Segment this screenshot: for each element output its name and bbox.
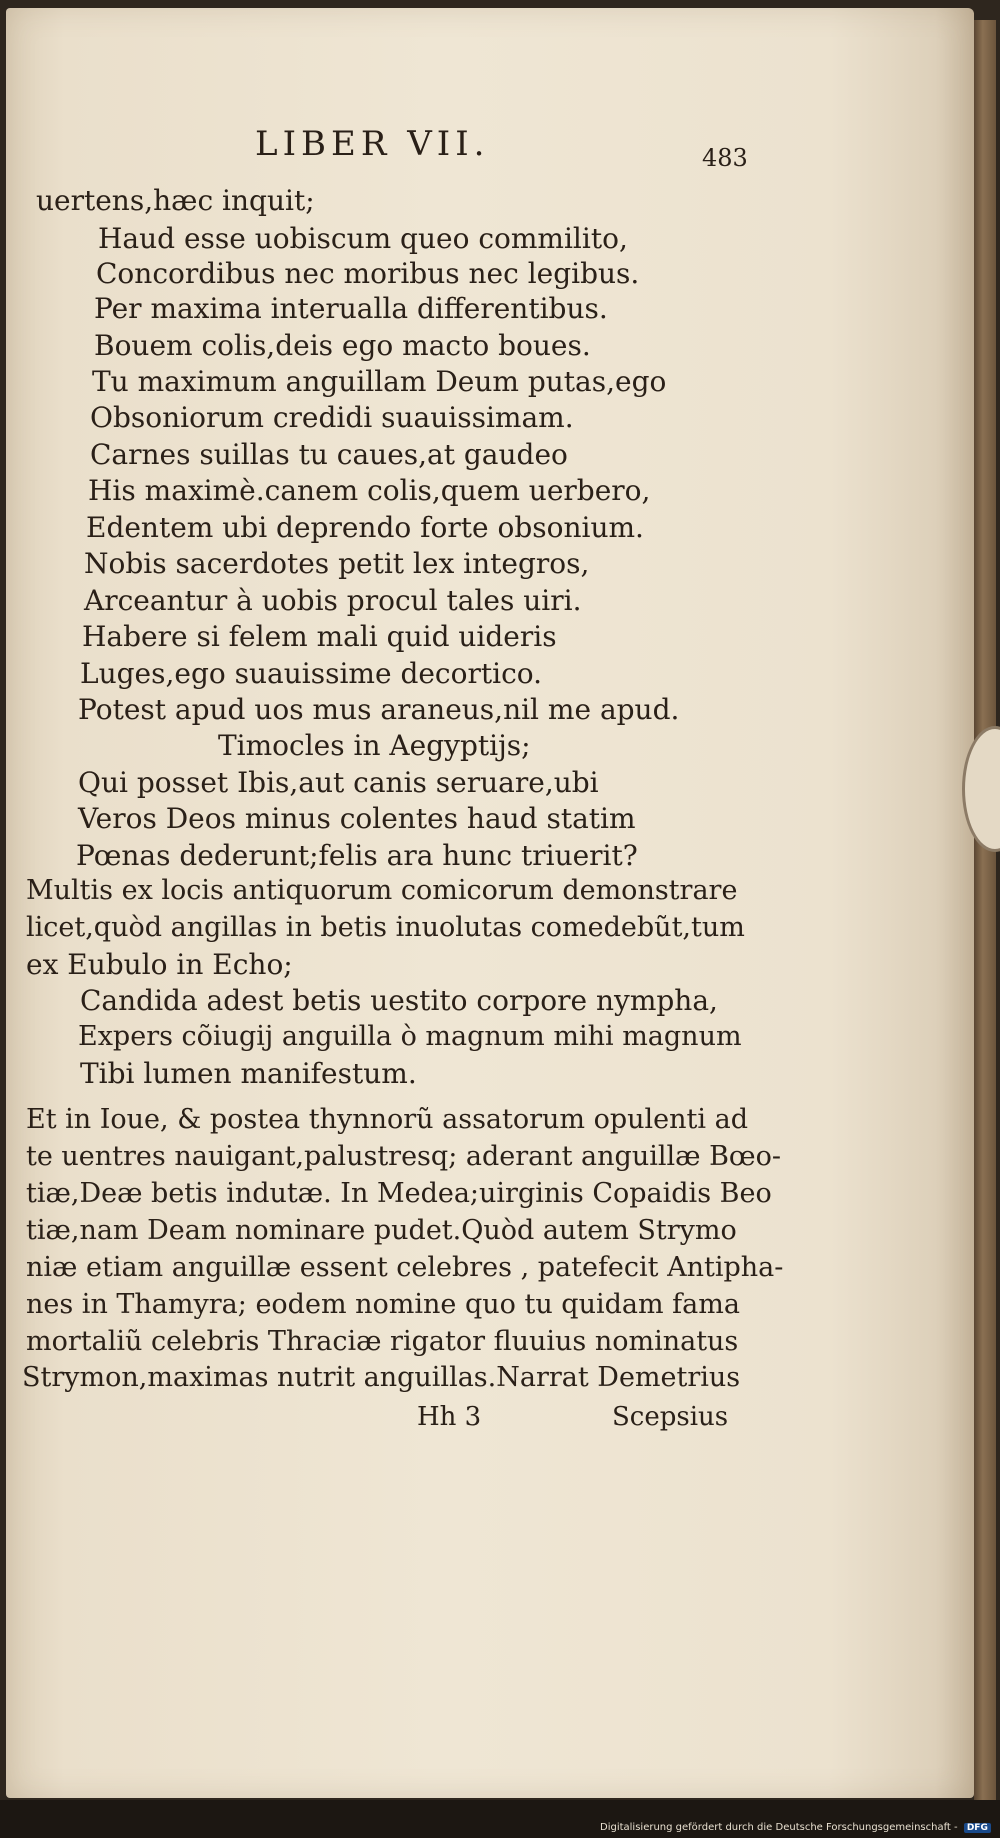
- text-line: Potest apud uos mus araneus,nil me apud.: [78, 693, 680, 726]
- text-line: te uentres nauigant,palustresq; aderant anguillæ Bœo-: [26, 1141, 781, 1172]
- text-line: Nobis sacerdotes petit lex integros,: [84, 547, 590, 580]
- text-line: Obsoniorum credidi suauissimam.: [90, 401, 574, 434]
- running-head: LIBER VII.: [255, 124, 490, 164]
- text-line: licet,quòd angillas in betis inuolutas comedebũt,tum: [26, 912, 745, 943]
- catchword: Scepsius: [612, 1402, 729, 1432]
- text-line: ex Eubulo in Echo;: [26, 948, 293, 981]
- text-line: Pœnas dederunt;felis ara hunc triuerit?: [76, 839, 638, 872]
- book-fore-edge: [974, 20, 996, 1810]
- text-line: Qui posset Ibis,aut canis seruare,ubi: [78, 766, 599, 799]
- text-line: Multis ex locis antiquorum comicorum demonstrare: [26, 875, 738, 906]
- text-line: Candida adest betis uestito corpore nympha,: [80, 984, 718, 1017]
- text-line: Arceantur à uobis procul tales uiri.: [84, 584, 582, 617]
- credit-text: Digitalisierung gefördert durch die Deutsche Forschungsgemeinschaft -: [600, 1822, 958, 1833]
- text-line: uertens,hæc inquit;: [36, 184, 315, 217]
- text-line: Luges,ego suauissime decortico.: [80, 657, 543, 690]
- text-line: Expers cõiugij anguilla ò magnum mihi magnum: [78, 1021, 742, 1052]
- text-line: Et in Ioue, & postea thynnorũ assatorum opulenti ad: [26, 1104, 748, 1135]
- text-line: Per maxima interualla differentibus.: [94, 292, 608, 325]
- text-line: Haud esse uobiscum queo commilito,: [98, 222, 628, 255]
- text-line: Edentem ubi deprendo forte obsonium.: [86, 511, 644, 544]
- text-line: Tibi lumen manifestum.: [80, 1057, 417, 1090]
- text-line: Bouem colis,deis ego macto boues.: [94, 329, 591, 362]
- text-line: Habere si felem mali quid uideris: [82, 620, 557, 653]
- text-line: Tu maximum anguillam Deum putas,ego: [92, 365, 667, 398]
- text-line: His maximè.canem colis,quem uerbero,: [88, 474, 651, 507]
- text-line: Carnes suillas tu caues,at gaudeo: [90, 438, 568, 471]
- text-line: nes in Thamyra; eodem nomine quo tu quidam fama: [26, 1289, 740, 1320]
- dfg-logo: DFG: [964, 1823, 991, 1833]
- signature-mark: Hh 3: [417, 1402, 482, 1432]
- text-line: tiæ,nam Deam nominare pudet.Quòd autem Strymo: [26, 1215, 737, 1246]
- digitization-credit: [600, 1822, 991, 1833]
- text-line: Veros Deos minus colentes haud statim: [78, 802, 636, 835]
- text-line: tiæ,Deæ betis indutæ. In Medea;uirginis Copaidis Beo: [26, 1178, 772, 1209]
- text-line: Concordibus nec moribus nec legibus.: [96, 257, 640, 290]
- text-line-speaker: Timocles in Aegyptijs;: [218, 729, 531, 762]
- text-line: mortaliũ celebris Thraciæ rigator fluuius nominatus: [26, 1326, 739, 1357]
- page-number: 483: [702, 144, 748, 172]
- text-line: Strymon,maximas nutrit anguillas.Narrat Demetrius: [22, 1362, 741, 1393]
- text-line: niæ etiam anguillæ essent celebres , patefecit Antipha-: [26, 1252, 784, 1283]
